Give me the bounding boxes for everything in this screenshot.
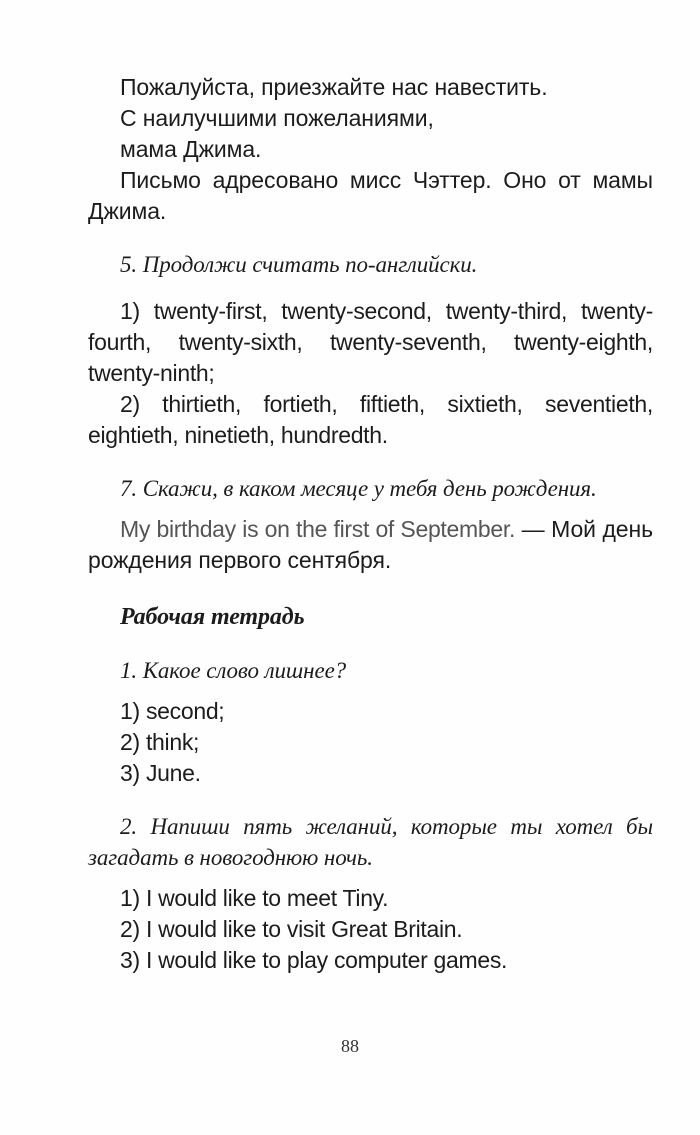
list-item: 2) I would like to visit Great Britain. xyxy=(120,916,463,942)
list-item: 2) think; xyxy=(120,729,200,755)
letter-signature: мама Джима. xyxy=(120,136,262,162)
workbook-heading: Рабочая тетрадь xyxy=(120,604,305,630)
task-5-item-1: 1) twenty-first, twenty-second, twenty-third, twenty-fourth, twenty-sixth, twenty-seventh, twenty-eighth, twenty-ninth; xyxy=(88,298,653,386)
list-item: 1) second; xyxy=(120,698,225,724)
task-7-answer-russian: Мой день рождения первого сентября. xyxy=(88,516,653,573)
task-7-dash: — xyxy=(521,516,545,542)
letter-closing: Пожалуйста, приезжайте нас навестить. xyxy=(120,74,548,100)
letter-regards: С наилучшими пожеланиями, xyxy=(120,105,434,131)
list-item: 3) June. xyxy=(120,760,201,786)
page-content xyxy=(88,72,653,976)
workbook-task-2-title: 2. Напиши пять желаний, которые ты хотел бы загадать в новогоднюю ночь. xyxy=(88,814,653,870)
task-5-item-2: 2) thirtieth, fortieth, fiftieth, sixtieth, seventieth, eightieth, ninetieth, hundredth. xyxy=(88,391,653,448)
letter-answer: Письмо адресовано мисс Чэттер. Оно от мамы Джима. xyxy=(88,167,653,224)
task-5-title: 5. Продолжи считать по-английски. xyxy=(120,252,478,277)
task-7-answer-english: My birthday is on the first of September. xyxy=(120,516,516,542)
workbook-task-2-list xyxy=(88,883,653,976)
task-7-title: 7. Скажи, в каком месяце у тебя день рождения. xyxy=(120,476,597,501)
list-item: 1) I would like to meet Tiny. xyxy=(120,885,389,911)
workbook-task-1-title: 1. Какое слово лишнее? xyxy=(120,658,347,683)
task-7-answer xyxy=(88,514,653,576)
list-item: 3) I would like to play computer games. xyxy=(120,947,508,973)
page-number: 88 xyxy=(341,1036,359,1056)
workbook-task-1-list xyxy=(88,696,653,789)
